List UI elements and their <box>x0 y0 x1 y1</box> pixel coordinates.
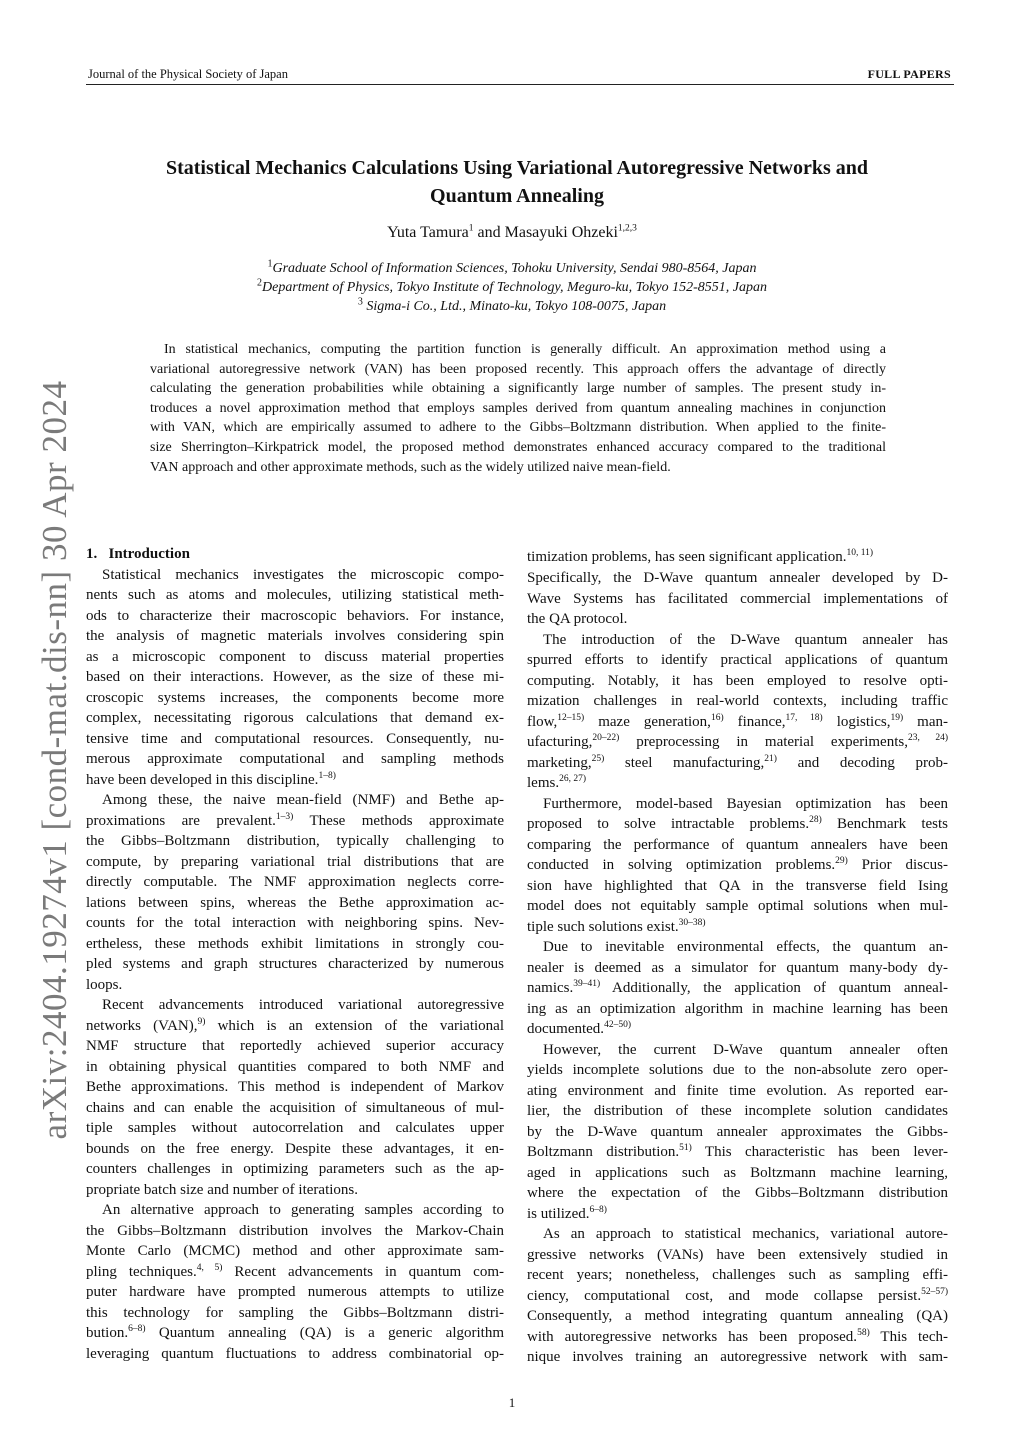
body-line: lier, the distribution of these incomplete solution candidates <box>527 1103 948 1119</box>
body-line: gressive networks (VANs) have been extensively studied in <box>527 1246 948 1263</box>
citation: 26, 27) <box>559 774 587 784</box>
body-line: spurred efforts to identify practical applications of quantum <box>527 652 948 668</box>
body-line <box>527 732 948 753</box>
citation: 52–57) <box>921 1286 948 1297</box>
body-line: ertheless, these methods exhibit limitations in strongly cou- <box>86 935 504 952</box>
body-text: Benchmark tests <box>821 816 948 832</box>
body-line: ing as an optimization algorithm in machine learning has been <box>527 1000 948 1017</box>
body-text: man- <box>917 713 948 730</box>
body-line: The introduction of the D-Wave quantum annealer has <box>543 631 948 648</box>
citation: 30–38) <box>678 917 706 928</box>
body-line: sion have highlighted that QA in the transverse field Ising <box>527 877 948 894</box>
abstract <box>150 340 886 477</box>
body-text: Boltzmann distribution. <box>527 1144 680 1160</box>
body-line: nique involves training an autoregressive network with sam- <box>527 1349 948 1365</box>
body-text: lems. <box>527 775 560 791</box>
citation: 19) <box>890 712 904 723</box>
body-line: pled systems and graph structures characterized by numerous <box>86 956 504 972</box>
body-text: and decoding prob- <box>797 754 949 771</box>
affiliation-number: 3 <box>357 296 363 308</box>
body-line: this technology for sampling the Gibbs–Boltzmann distri- <box>86 1304 504 1321</box>
body-line: the Gibbs–Boltzmann distribution, typically challenging to <box>86 833 504 849</box>
author-name: Masayuki Ohzeki <box>504 224 618 241</box>
body-line <box>86 1323 504 1344</box>
body-text: bution. <box>86 1325 129 1341</box>
body-line: lations between spins, whereas the Bethe approximation ac- <box>86 894 504 911</box>
citation: 39–41) <box>573 979 601 989</box>
body-line: croscopic systems increases, the components become more <box>86 689 504 706</box>
author-name: Yuta Tamura <box>387 224 469 241</box>
body-line <box>527 1142 948 1163</box>
body-line: However, the current D-Wave quantum annealer often <box>543 1041 948 1058</box>
body-text: documented. <box>527 1021 605 1037</box>
body-line: Furthermore, model-based Bayesian optimization has been <box>543 795 948 812</box>
citation: 42–50) <box>604 1020 631 1030</box>
body-text: Recent advancements in quantum com- <box>222 1263 504 1280</box>
body-line <box>527 544 948 568</box>
body-line: yields incomplete solutions due to the non-absolute zero oper- <box>527 1062 948 1078</box>
body-line <box>527 1204 948 1225</box>
body-text: maze generation, <box>598 713 711 730</box>
body-line <box>527 1327 948 1348</box>
body-line: Consequently, a method integrating quantum annealing (QA) <box>527 1308 948 1324</box>
body-line: counts for the total interaction with neighboring spins. Nev- <box>86 915 504 931</box>
body-line: mization challenges in real-world contexts, including traffic <box>527 693 948 709</box>
citation: 20–22) <box>592 733 620 743</box>
body-text: namics. <box>527 980 574 996</box>
citation: 1–8) <box>318 770 336 781</box>
body-line: leveraging quantum fluctuations to address combinatorial op- <box>86 1345 504 1362</box>
citation: 9) <box>197 1016 206 1027</box>
body-line <box>86 811 504 832</box>
body-text: steel manufacturing, <box>624 754 765 771</box>
body-line <box>86 770 504 791</box>
body-text: is utilized. <box>527 1205 590 1222</box>
title-line: Statistical Mechanics Calculations Using Variational Autoregressive Networks and <box>165 157 869 179</box>
body-line: puter hardware have prompted numerous attempts to utilize <box>86 1284 504 1300</box>
header-rule <box>86 84 954 85</box>
body-text: ciency, computational cost, and mode collapse persist. <box>527 1287 922 1304</box>
body-line <box>86 1016 504 1037</box>
body-line: An alternative approach to generating samples according to <box>102 1202 504 1218</box>
section-title: Introduction <box>108 546 190 562</box>
body-line: Specifically, the D-Wave quantum annealer developed by D- <box>527 570 948 586</box>
citation: 29) <box>835 856 848 866</box>
body-line: Monte Carlo (MCMC) method and other approximate sam- <box>86 1243 504 1259</box>
abstract-line: size Sherrington–Kirkpatrick model, the proposed method demonstrates enhanced accuracy compared to the traditional <box>150 439 886 455</box>
arxiv-identifier-text: arXiv:2404.19274v1 [cond-mat.dis-nn] 30 Apr 2024 <box>35 380 74 1140</box>
body-line: directly computable. The NMF approximation neglects corre- <box>86 874 504 890</box>
body-line: bounds on the free energy. Despite these advantages, it en- <box>86 1140 504 1157</box>
section-heading-introduction <box>86 544 504 565</box>
body-text: conducted in solving optimization problems. <box>527 857 836 873</box>
right-column <box>527 544 948 1368</box>
body-line <box>527 917 948 938</box>
body-line: counters challenges in optimizing parameters such as the ap- <box>86 1161 504 1177</box>
citation: 6–8) <box>128 1324 146 1334</box>
body-line: as a microscopic component to discuss material properties <box>86 648 504 665</box>
body-text: These methods approximate <box>293 812 504 829</box>
running-header-section: FULL PAPERS <box>867 67 951 81</box>
body-line: model does not equitably sample optimal solutions when mul- <box>527 898 948 914</box>
body-line <box>527 1019 948 1040</box>
body-line: NMF structure that reportedly achieved superior accuracy <box>86 1038 504 1054</box>
affiliation-marker: 1 <box>468 223 474 234</box>
body-line: compute, by preparing variational trial distributions that are <box>86 853 504 870</box>
affiliation-number: 2 <box>257 277 262 289</box>
body-line: As an approach to statistical mechanics, variational autore- <box>543 1226 948 1242</box>
body-text: This characteristic has been lever- <box>691 1144 948 1160</box>
body-text: Additionally, the application of quantum anneal- <box>600 980 948 996</box>
body-text: which is an extension of the variational <box>205 1017 504 1034</box>
body-line <box>86 1262 504 1283</box>
abstract-line: VAN approach and other approximate methods, such as the widely utilized naive mean-field. <box>150 459 671 475</box>
citation: 10, 11) <box>846 548 874 558</box>
citation: 4, 5) <box>196 1262 223 1273</box>
body-line: nealer is deemed as a simulator for quantum many-body dy- <box>527 959 948 976</box>
body-line <box>527 753 948 774</box>
citation: 1–3) <box>275 811 294 822</box>
body-line: Due to inevitable environmental effects, the quantum an- <box>543 939 948 955</box>
body-line <box>527 712 948 733</box>
body-text: proximations are prevalent. <box>86 812 276 829</box>
abstract-line: In statistical mechanics, computing the partition function is generally difficult. An approximation method using a <box>164 342 886 357</box>
citation: 12–15) <box>557 712 585 723</box>
body-line: the Gibbs–Boltzmann distribution involves the Markov-Chain <box>86 1222 504 1239</box>
body-line: nents such as atoms and molecules, utilizing statistical meth- <box>86 587 504 603</box>
affiliation-marker: 1,2,3 <box>617 223 637 234</box>
body-line: the QA protocol. <box>527 611 628 627</box>
body-line: based on their interactions. However, as the size of these mi- <box>86 669 504 685</box>
citation: 6–8) <box>589 1204 607 1215</box>
citation: 17, 18) <box>785 712 823 723</box>
body-text: ufacturing, <box>527 734 593 750</box>
citation: 23, 24) <box>907 733 949 743</box>
body-line: comparing the performance of quantum annealers have been <box>527 836 948 853</box>
body-line: tiple samples without autocorrelation and calculates upper <box>86 1120 504 1136</box>
running-header-journal: Journal of the Physical Society of Japan <box>88 67 288 81</box>
citation: 16) <box>710 712 724 723</box>
body-line: Among these, the naive mean-field (NMF) and Bethe ap- <box>102 792 504 808</box>
body-line: merous approximate computational and sampling methods <box>86 751 504 767</box>
body-line <box>527 978 948 999</box>
paper-title <box>120 154 914 210</box>
affiliation-text: Sigma-i Co., Ltd., Minato-ku, Tokyo 108-0075, Japan <box>362 299 667 314</box>
page-number: 1 <box>508 1395 516 1410</box>
body-text: have been developed in this discipline. <box>86 771 319 788</box>
body-text: timization problems, has seen significant application. <box>527 549 847 565</box>
author-list <box>0 224 1024 242</box>
body-line <box>527 773 948 794</box>
body-text: finance, <box>737 713 786 730</box>
body-line: complex, necessitating rigorous calculations that demand ex- <box>86 710 504 726</box>
affiliation-number: 1 <box>267 258 273 270</box>
citation: 21) <box>764 753 777 764</box>
body-line: loops. <box>86 976 123 993</box>
title-line: Quantum Annealing <box>430 185 604 207</box>
body-line: propriate batch size and number of iterations. <box>86 1181 358 1198</box>
body-text: pling techniques. <box>86 1263 197 1280</box>
abstract-line: troduces a novel approximation method that employs samples derived from quantum annealing machines in conjunction <box>150 400 886 416</box>
left-column <box>86 544 504 1364</box>
body-text: This tech- <box>869 1328 948 1345</box>
abstract-line: variational autoregressive network (VAN) has been proposed recently. This approach offers the advantage of directly <box>150 361 886 377</box>
citation: 25) <box>591 753 605 764</box>
body-line: by the D-Wave quantum annealer approximates the Gibbs- <box>527 1123 948 1140</box>
affiliation-text: Graduate School of Information Sciences, Tohoku University, Sendai 980-8564, Japan <box>272 261 757 276</box>
body-text: networks (VAN), <box>86 1017 198 1034</box>
affiliation <box>0 297 1024 316</box>
body-line: ods to characterize their macroscopic behaviors. For instance, <box>86 607 504 624</box>
author-conjunction: and <box>473 224 505 241</box>
abstract-line: with VAN, which are empirically assumed to adhere to the Gibbs–Boltzmann distribution. When applied to the finite- <box>150 420 886 436</box>
body-line: ating environment and finite time evolution. As reported ear- <box>527 1082 948 1099</box>
body-line <box>527 814 948 835</box>
body-line: Recent advancements introduced variational autoregressive <box>102 997 504 1013</box>
body-text: logistics, <box>836 713 891 730</box>
abstract-line: calculating the generation probabilities while obtaining a significantly large number of samples. The present study in- <box>150 381 886 397</box>
body-text: flow, <box>527 713 558 730</box>
body-line: Bethe approximations. This method is independent of Markov <box>86 1079 504 1095</box>
affiliation-list <box>0 259 1024 316</box>
body-line: aged in applications such as Boltzmann machine learning, <box>527 1164 948 1181</box>
body-text: tiple such solutions exist. <box>527 918 679 935</box>
body-line: where the expectation of the Gibbs–Boltzmann distribution <box>527 1185 948 1201</box>
body-line: the analysis of magnetic materials involves considering spin <box>86 628 504 644</box>
body-text: proposed to solve intractable problems. <box>527 816 810 832</box>
body-line <box>527 855 948 876</box>
section-number: 1. <box>86 546 98 562</box>
affiliation <box>0 278 1024 297</box>
body-line <box>527 1286 948 1307</box>
body-text: preprocessing in material experiments, <box>636 734 908 750</box>
body-line: Wave Systems has facilitated commercial implementations of <box>527 590 948 607</box>
body-line: computing. Notably, it has been employed to resolve opti- <box>527 672 948 689</box>
body-text: with autoregressive networks has been proposed. <box>527 1328 858 1345</box>
body-line: Statistical mechanics investigates the microscopic compo- <box>102 566 504 583</box>
citation: 28) <box>809 815 822 825</box>
body-line: recent years; nonetheless, challenges such as sampling effi- <box>527 1267 948 1283</box>
citation: 51) <box>679 1143 692 1153</box>
body-line: tensive time and computational resources. Consequently, nu- <box>86 730 504 747</box>
affiliation-text: Department of Physics, Tokyo Institute of Technology, Meguro-ku, Tokyo 152-8551, Japan <box>262 280 767 295</box>
affiliation <box>0 259 1024 278</box>
citation: 58) <box>857 1327 870 1338</box>
body-line: in obtaining physical quantities compared to both NMF and <box>86 1058 504 1075</box>
body-line: chains and can enable the acquisition of simultaneous of mul- <box>86 1099 504 1116</box>
body-text: marketing, <box>527 754 592 771</box>
body-text: Quantum annealing (QA) is a generic algorithm <box>145 1325 504 1341</box>
body-text: Prior discus- <box>847 857 948 873</box>
